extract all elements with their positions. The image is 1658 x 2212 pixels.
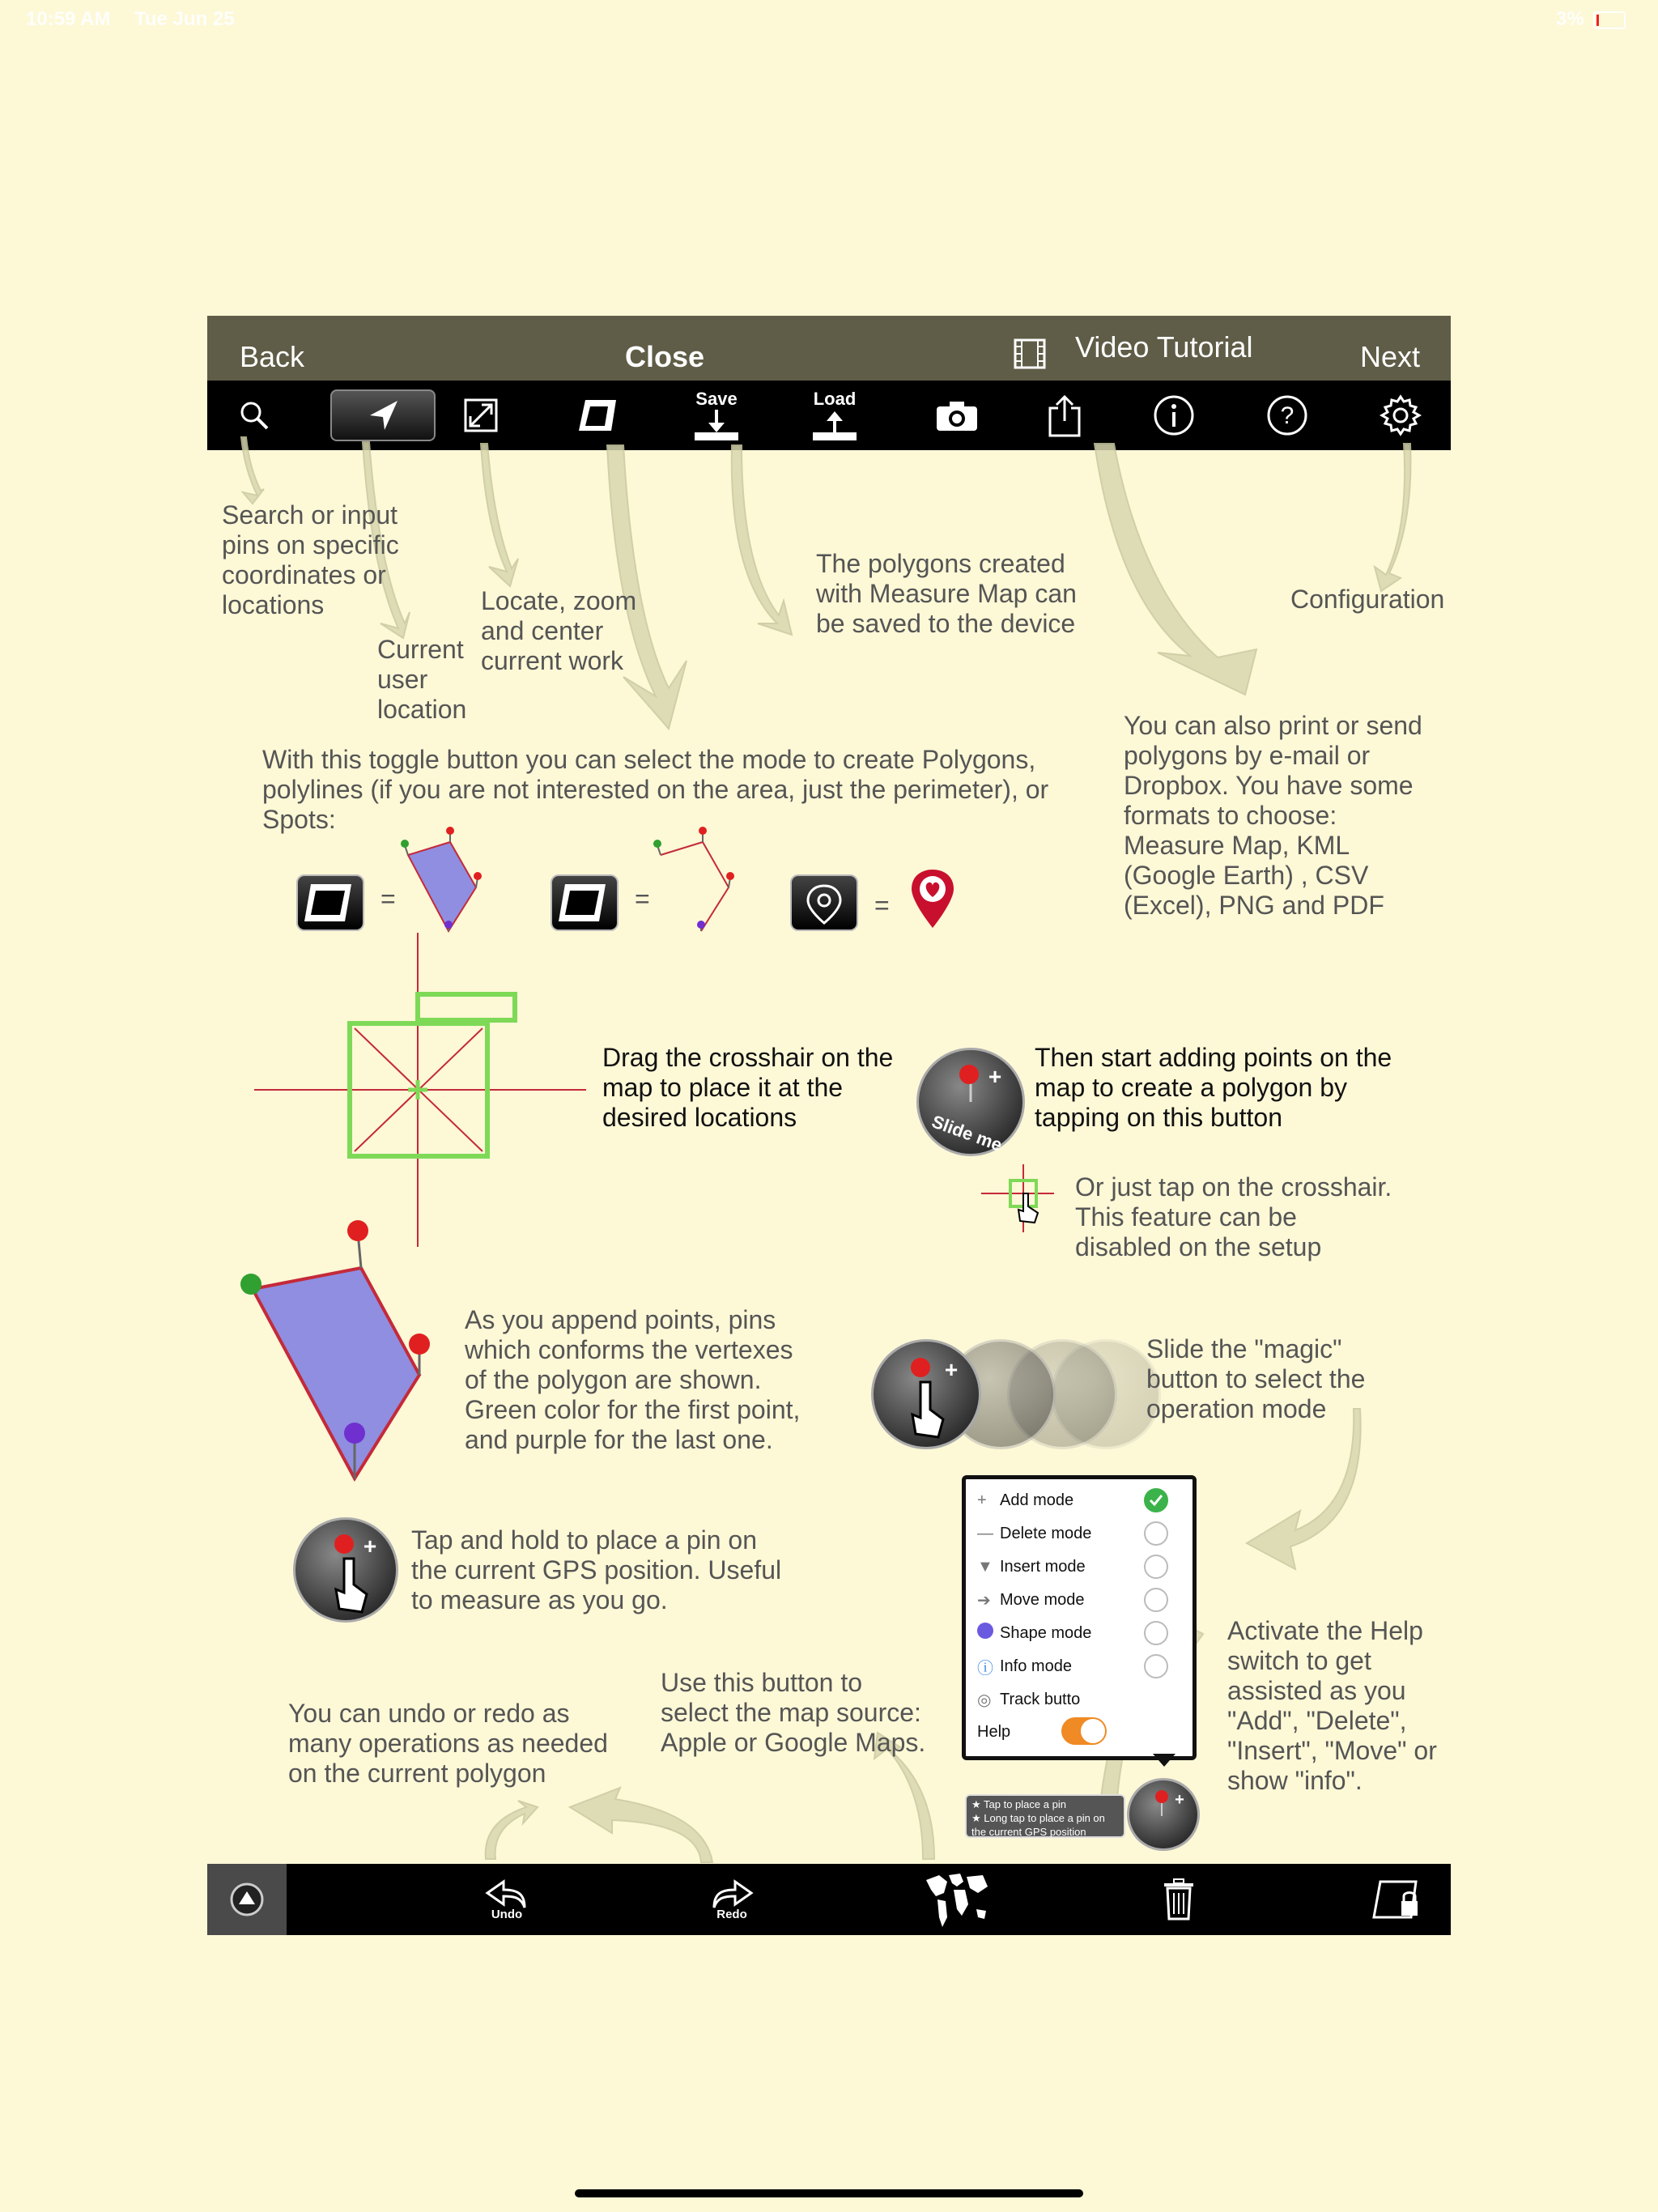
radio-icon [1144,1555,1168,1579]
note-toggle: With this toggle button you can select the mode to create Polygons, polylines (if you are not interested on the area, just the perimeter), or Spots: [262,745,1049,834]
redo-icon [709,1878,755,1911]
note-append: As you append points, pins which conforms the vertexes of the polygon are shown. Green color for the first point, and purple for the last one. [465,1305,801,1454]
note-locate: Locate, zoom and center current work [481,586,637,675]
menu-label: Add mode [1000,1491,1074,1509]
slide-me-label: Slide me [929,1111,1005,1155]
menu-label: Move mode [1000,1590,1085,1609]
tap-hold-button[interactable] [293,1517,398,1623]
radio-icon [1144,1588,1168,1612]
polyline-example [651,826,740,947]
status-date: Tue Jun 25 [134,8,235,30]
lock-polygon-button[interactable] [1363,1864,1428,1935]
menu-item-track[interactable] [977,1683,1180,1716]
video-tutorial-button[interactable]: Video Tutorial [1075,330,1253,364]
heart-pin-icon [908,866,957,931]
menu-label: Shape mode [1000,1623,1092,1642]
status-time: 10:59 AM [26,8,111,30]
menu-item-shape[interactable] [977,1617,1180,1649]
undo-button[interactable] [474,1864,539,1935]
help-toggle[interactable] [1061,1717,1107,1745]
minus-icon: — [977,1524,993,1542]
note-slide: Slide the "magic" button to select the operation mode [1146,1334,1366,1423]
load-label: Load [813,389,857,409]
note-add-points: Then start adding points on the map to create a polygon by tapping on this button [1035,1043,1392,1132]
battery-text: 3% [1556,8,1584,30]
expand-button[interactable] [207,1864,287,1935]
track-icon: ◎ [977,1691,992,1709]
redo-button[interactable] [699,1864,764,1935]
chevron-up-icon [229,1882,265,1917]
check-icon [1144,1488,1168,1512]
plus-icon: + [977,1491,987,1509]
crosshair-illustration[interactable] [254,933,586,1247]
equals-sign-3: = [874,891,890,920]
polygon-example [398,826,487,947]
radio-icon [1144,1521,1168,1546]
move-icon: ➔ [977,1591,991,1610]
world-map-icon [921,1869,991,1930]
spot-mode-button [790,874,858,931]
undo-label: Undo [491,1907,523,1921]
trash-icon [1161,1878,1197,1921]
undo-icon [484,1878,529,1911]
close-button[interactable]: Close [625,340,705,373]
menu-item-info[interactable] [977,1650,1180,1682]
menu-label: Info mode [1000,1657,1072,1675]
menu-item-add[interactable] [977,1484,1180,1516]
bottom-toolbar [207,1864,1451,1935]
menu-item-delete[interactable] [977,1517,1180,1550]
magic-slide-button[interactable] [871,1339,981,1449]
tooltip-line-2: ★ Long tap to place a pin on the current GPS position [971,1812,1105,1838]
shape-icon [977,1623,1000,1644]
note-current-location: Current user location [377,635,467,724]
mode-menu [962,1475,1197,1760]
svg-text:+: + [944,1357,959,1382]
note-save: The polygons created with Measure Map can be saved to the device [816,549,1077,638]
note-config: Configuration [1290,585,1445,614]
help-row [977,1716,1180,1748]
redo-label: Redo [716,1907,747,1921]
tap-crosshair-icon [981,1164,1054,1232]
svg-text:+: + [1175,1791,1184,1809]
polygon-mode-button [296,874,364,931]
trash-button[interactable] [1154,1864,1203,1935]
tooltip-line-1: ★ Tap to place a pin [971,1798,1066,1810]
menu-item-insert[interactable] [977,1551,1180,1583]
equals-sign-2: = [635,884,650,913]
info-icon: ⓘ [977,1659,993,1678]
note-share: You can also print or send polygons by e-mail or Dropbox. You have some formats to choose: Measure Map, KML (Google Earth) , CSV (Excel), PNG and PDF [1124,711,1422,920]
note-undo-redo: You can undo or redo as many operations as needed on the current polygon [288,1699,608,1788]
back-button[interactable]: Back [240,340,305,373]
polyline-mode-button [551,874,619,931]
radio-icon [1144,1654,1168,1678]
svg-text:+: + [363,1534,377,1559]
svg-text:?: ? [1280,402,1295,429]
help-tooltip [965,1794,1125,1838]
polygon-vertex-illustration [235,1214,437,1482]
menu-label: Insert mode [1000,1557,1086,1576]
insert-icon: ▼ [977,1557,993,1576]
home-indicator [575,2189,1083,2197]
note-tap-crosshair: Or just tap on the crosshair. This feature can be disabled on the setup [1075,1172,1392,1261]
note-map-source: Use this button to select the map source: Apple or Google Maps. [661,1668,926,1757]
small-slide-button [1127,1778,1200,1851]
next-button[interactable]: Next [1360,340,1421,373]
save-label: Save [695,389,738,409]
slide-me-button[interactable] [916,1048,1025,1156]
map-source-button[interactable] [920,1864,993,1935]
polygon-lock-icon [1369,1877,1422,1922]
panel-pointer [1153,1754,1175,1767]
svg-text:+: + [988,1064,1002,1089]
menu-label: Track butto [1000,1690,1081,1708]
note-help: Activate the Help switch to get assisted as you "Add", "Delete", "Insert", "Move" or show "info". [1227,1616,1437,1795]
note-crosshair: Drag the crosshair on the map to place it at the desired locations [602,1043,894,1132]
menu-label: Delete mode [1000,1524,1092,1542]
note-tap-hold: Tap and hold to place a pin on the current GPS position. Useful to measure as you go. [411,1525,782,1614]
radio-icon [1144,1621,1168,1645]
note-search: Search or input pins on specific coordinates or locations [222,500,399,619]
menu-item-move[interactable] [977,1584,1180,1616]
equals-sign: = [380,884,396,913]
help-label: Help [977,1722,1011,1741]
